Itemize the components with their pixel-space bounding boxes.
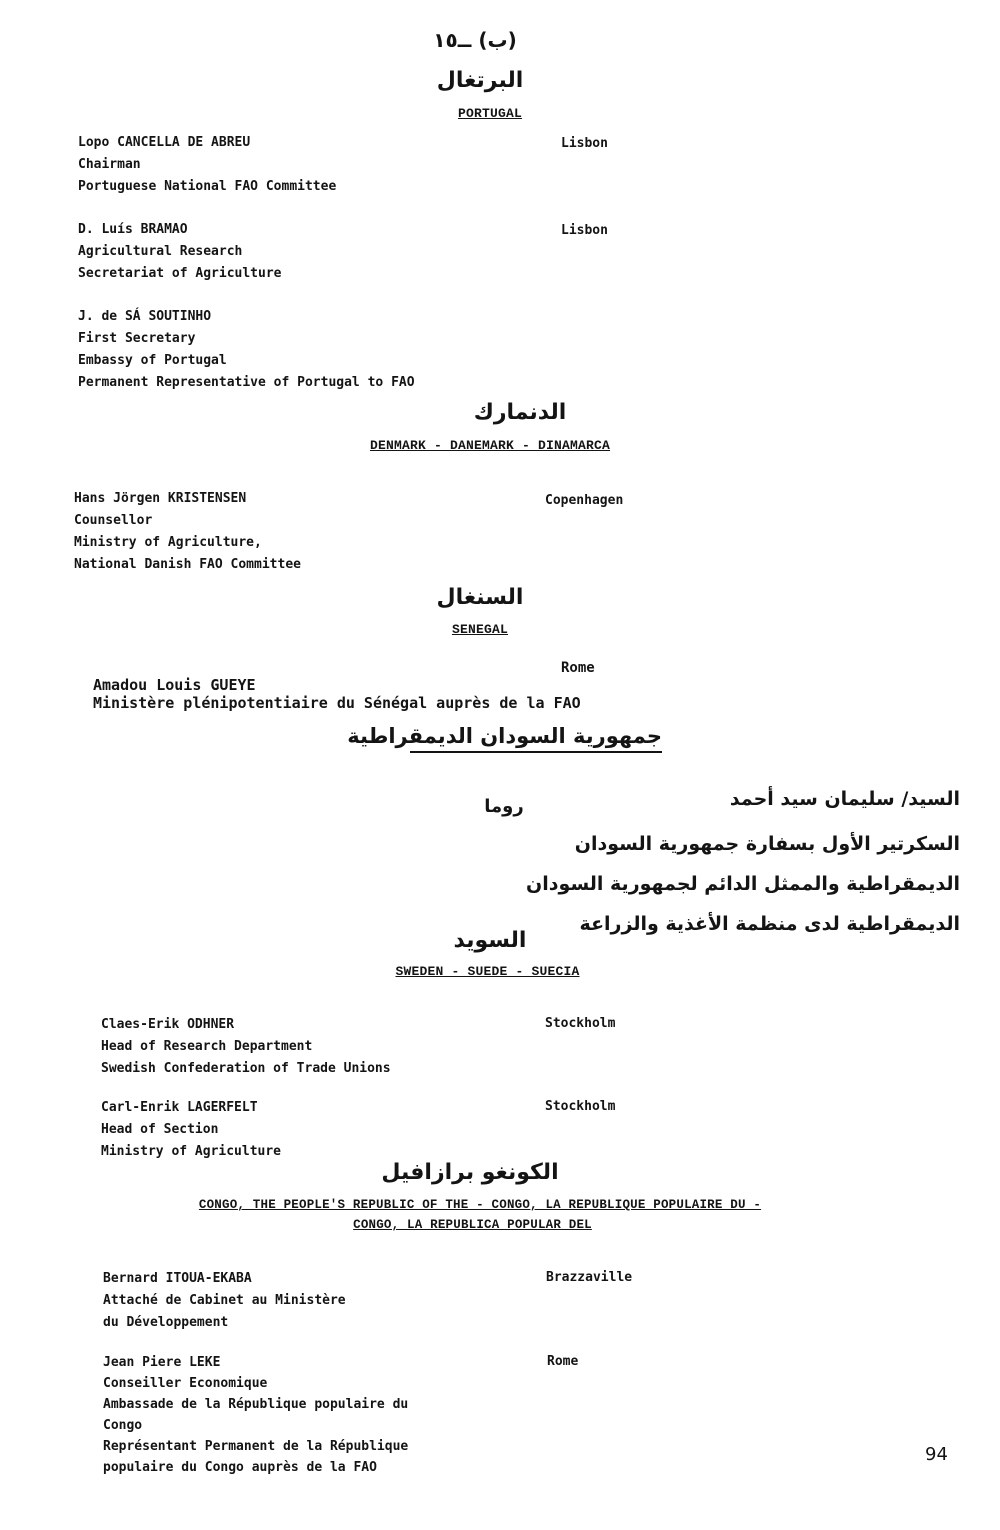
delegate-city: Brazzaville — [546, 1270, 633, 1285]
delegate-name: D. Luís BRAMAO — [78, 222, 188, 237]
delegate-entry — [103, 1268, 346, 1334]
sudan-delegate-title-ar: السكرتير الأول بسفارة جمهورية السودان — [574, 833, 960, 855]
delegate-name: Claes-Erik ODHNER — [101, 1017, 235, 1032]
delegate-org: Ambassade de la République populaire du — [103, 1397, 409, 1412]
delegate-entry — [74, 488, 301, 576]
delegate-org: Ministry of Agriculture, — [74, 535, 262, 550]
senegal-heading-en: SENEGAL — [451, 622, 508, 637]
delegate-title: Attaché de Cabinet au Ministère — [103, 1293, 346, 1308]
delegate-city: Rome — [547, 1354, 579, 1369]
sudan-heading-ar: جمهورية السودان الديمقراطية — [410, 724, 662, 753]
delegate-name: Hans Jörgen KRISTENSEN — [74, 491, 247, 506]
delegate-org: Embassy of Portugal — [78, 353, 227, 368]
delegate-role: Permanent Representative of Portugal to FAO — [78, 375, 415, 390]
delegate-org: Congo — [103, 1418, 143, 1433]
delegate-entry — [103, 1352, 408, 1478]
delegate-name: Lopo CANCELLA DE ABREU — [78, 135, 251, 150]
delegate-org: Secretariat of Agriculture — [78, 266, 282, 281]
delegate-entry — [78, 219, 282, 285]
delegate-city: Stockholm — [545, 1099, 616, 1114]
sweden-heading-ar: السويد — [453, 928, 527, 953]
portugal-heading-en: PORTUGAL — [457, 106, 522, 121]
delegate-entry — [101, 1097, 281, 1163]
page-header: (ب) ــ١٥ — [433, 28, 517, 52]
congo-heading-en-line1: CONGO, THE PEOPLE'S REPUBLIC OF THE - CONGO, LA REPUBLIQUE POPULAIRE DU - — [198, 1198, 762, 1212]
delegate-entry — [101, 1014, 391, 1080]
delegate-org: du Développement — [103, 1315, 229, 1330]
delegate-city: Copenhagen — [545, 493, 624, 508]
delegate-title: Counsellor — [74, 513, 153, 528]
congo-heading-ar: الكونغو برازافيل — [381, 1160, 559, 1185]
delegate-role: populaire du Congo auprès de la FAO — [103, 1460, 377, 1475]
denmark-heading-en: DENMARK - DANEMARK - DINAMARCA — [369, 438, 611, 453]
portugal-heading-ar: البرتغال — [436, 68, 524, 93]
delegate-city: Stockholm — [545, 1016, 616, 1031]
delegate-city: Lisbon — [561, 136, 608, 151]
delegate-title: Agricultural Research — [78, 244, 243, 259]
sudan-delegate-name-ar: السيد/ سليمان سيد أحمد — [729, 788, 960, 810]
page-number: 94 — [925, 1444, 948, 1465]
sudan-delegate-org-ar: الديمقراطية لدى منظمة الأغذية والزراعة — [579, 913, 960, 935]
delegate-name: Amadou Louis GUEYE — [93, 676, 256, 694]
delegate-name: Jean Piere LEKE — [103, 1355, 221, 1370]
delegate-name: J. de SÁ SOUTINHO — [78, 309, 212, 324]
sudan-city-ar: روما — [484, 796, 524, 817]
delegate-title: Head of Section — [101, 1122, 219, 1137]
congo-heading-en-line2: CONGO, LA REPUBLICA POPULAR DEL — [353, 1218, 592, 1232]
delegate-org: Portuguese National FAO Committee — [78, 179, 337, 194]
delegate-entry — [78, 132, 336, 198]
delegate-city: Lisbon — [561, 223, 608, 238]
delegate-title: Conseiller Economique — [103, 1376, 268, 1391]
delegate-entry — [78, 306, 415, 394]
delegate-role: Représentant Permanent de la République — [103, 1439, 409, 1454]
delegate-entry — [93, 676, 581, 712]
sweden-heading-en: SWEDEN - SUEDE - SUECIA — [395, 964, 580, 979]
delegate-title: Ministère plénipotentiaire du Sénégal auprès de la FAO — [93, 694, 581, 712]
delegate-title: Head of Research Department — [101, 1039, 313, 1054]
delegate-org: Swedish Confederation of Trade Unions — [101, 1061, 391, 1076]
senegal-heading-ar: السنغال — [436, 585, 524, 610]
delegate-title: First Secretary — [78, 331, 196, 346]
delegate-name: Carl-Enrik LAGERFELT — [101, 1100, 258, 1115]
delegate-org: National Danish FAO Committee — [74, 557, 301, 572]
delegate-city: Rome — [561, 660, 595, 676]
delegate-org: Ministry of Agriculture — [101, 1144, 282, 1159]
denmark-heading-ar: الدنمارك — [473, 400, 567, 425]
delegate-title: Chairman — [78, 157, 141, 172]
sudan-delegate-role-ar: الديمقراطية والممثل الدائم لجمهورية السودان — [526, 873, 960, 895]
delegate-name: Bernard ITOUA-EKABA — [103, 1271, 252, 1286]
